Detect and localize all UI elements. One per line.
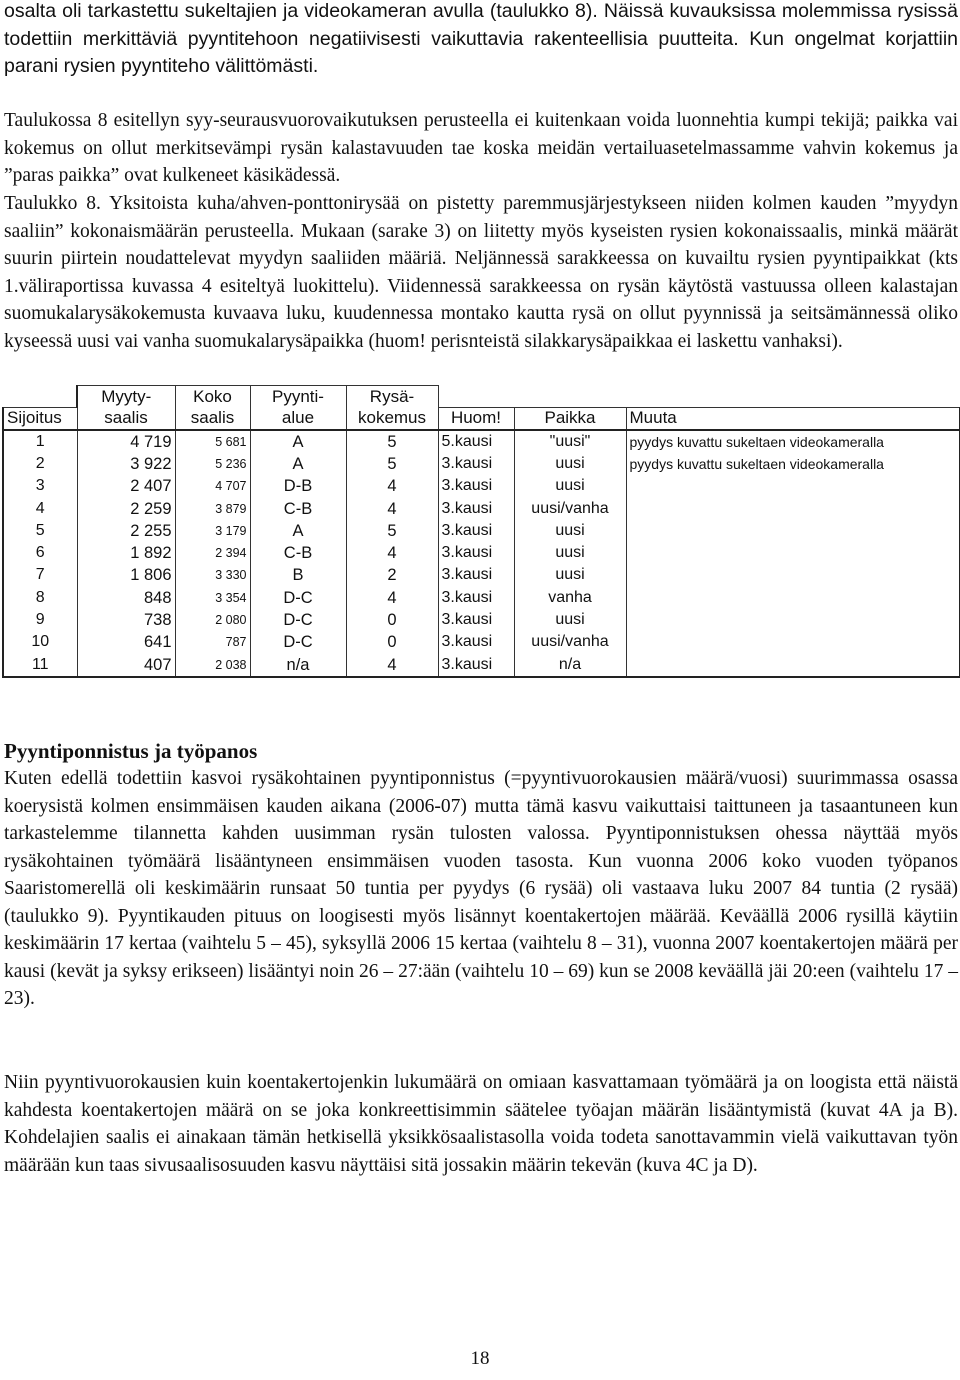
- table-caption: Taulukko 8. Yksitoista kuha/ahven-ponttonirysää on pistetty paremmusjärjestykseen niiden kolmen kauden ”myydyn saaliin” kokonaismäärän perusteella. Mukaan (sarake 3) on liitetty myös kyseisten rysien kokonaissaalis, minkä määrät suurin piirtein noudattelevat myydyn saaliiden määriä. Neljännessä sarakkeessa on kuvailtu rysien pyyntipaikkat (kts 1.väliraportissa kuvassa 4 esiteltyä luokittelu). Viidennessä sarakkeessa on rysän käytöstä vastuussa olleen kalastajan suomukalarysäkokemusta kuvaava luku, kuudennessa montako kautta rysä on ollut pyynnissä ja seitsämännessä oliko kyseessä uusi vai vanha suomukalarysäpaikka (huom! perisnteistä silakkarysäpaikkaa ei laskettu vanhaksi).: [4, 193, 958, 352]
- cell-myyty-saalis: 738: [77, 609, 175, 631]
- cell-rysakokemus: 4: [346, 653, 438, 676]
- cell-koko-saalis: 3 354: [175, 587, 250, 609]
- header-top-col4: Pyynti-: [250, 386, 346, 408]
- cell-rysakokemus: 2: [346, 564, 438, 586]
- section-heading: Pyyntiponnistus ja työpanos: [4, 739, 258, 763]
- cell-huom: 3.kausi: [438, 587, 514, 609]
- cell-paikka: uusi: [514, 564, 626, 586]
- cell-huom: 5.kausi: [438, 430, 514, 453]
- table-row: [3, 631, 960, 653]
- page-number: 18: [470, 1348, 490, 1369]
- cell-myyty-saalis: 2 255: [77, 520, 175, 542]
- header-top-col7: [514, 386, 626, 408]
- header-top-col1: [3, 386, 77, 408]
- cell-myyty-saalis: 1 806: [77, 564, 175, 586]
- cell-huom: 3.kausi: [438, 453, 514, 475]
- cell-rysakokemus: 4: [346, 542, 438, 564]
- cell-sijoitus: 1: [3, 430, 77, 453]
- table-row: [3, 653, 960, 676]
- cell-sijoitus: 5: [3, 520, 77, 542]
- cell-koko-saalis: 3 179: [175, 520, 250, 542]
- cell-paikka: uusi: [514, 609, 626, 631]
- cell-sijoitus: 8: [3, 587, 77, 609]
- cell-muuta: [626, 542, 960, 564]
- cell-koko-saalis: 2 080: [175, 609, 250, 631]
- cell-sijoitus: 11: [3, 653, 77, 676]
- cell-huom: 3.kausi: [438, 653, 514, 676]
- cell-rysakokemus: 0: [346, 609, 438, 631]
- cell-paikka: uusi: [514, 542, 626, 564]
- cell-rysakokemus: 4: [346, 475, 438, 497]
- cell-sijoitus: 3: [3, 475, 77, 497]
- table-row: [3, 453, 960, 475]
- cell-huom: 3.kausi: [438, 631, 514, 653]
- cell-paikka: "uusi": [514, 430, 626, 453]
- table-row: [3, 587, 960, 609]
- cell-muuta: pyydys kuvattu sukeltaen videokameralla: [626, 430, 960, 453]
- cell-koko-saalis: 4 707: [175, 475, 250, 497]
- cell-sijoitus: 2: [3, 453, 77, 475]
- cell-pyyntialue: n/a: [250, 653, 346, 676]
- table-row: [3, 609, 960, 631]
- cell-muuta: [626, 653, 960, 676]
- cell-muuta: [626, 631, 960, 653]
- cell-koko-saalis: 2 038: [175, 653, 250, 676]
- cell-huom: 3.kausi: [438, 609, 514, 631]
- cell-muuta: [626, 520, 960, 542]
- table-row: [3, 520, 960, 542]
- table-header-top: [3, 386, 960, 408]
- ranking-table: [2, 385, 960, 678]
- cell-muuta: [626, 475, 960, 497]
- cell-rysakokemus: 5: [346, 453, 438, 475]
- cell-muuta: [626, 497, 960, 519]
- cell-pyyntialue: A: [250, 520, 346, 542]
- cell-myyty-saalis: 1 892: [77, 542, 175, 564]
- header-rysakokemus: kokemus: [346, 407, 438, 430]
- cell-koko-saalis: 5 681: [175, 430, 250, 453]
- cell-huom: 3.kausi: [438, 497, 514, 519]
- cell-paikka: uusi: [514, 520, 626, 542]
- cell-koko-saalis: 2 394: [175, 542, 250, 564]
- header-koko-saalis: saalis: [175, 407, 250, 430]
- cell-paikka: uusi: [514, 453, 626, 475]
- body-paragraph-1: Taulukossa 8 esitellyn syy-seurausvuorovaikutuksen perusteella ei kuitenkaan voida luonnehtia kumpi tekijä; paikka vai kokemus on ollut merkitsevämpi rysän kalastavuuden tae koska meidän vertailuasetelmassamme vahvin kokemus ja ”paras paikka” ovat kulkeneet käsikädessä.: [4, 110, 958, 186]
- cell-paikka: n/a: [514, 653, 626, 676]
- cell-huom: 3.kausi: [438, 564, 514, 586]
- cell-myyty-saalis: 2 407: [77, 475, 175, 497]
- header-huom: Huom!: [438, 407, 514, 430]
- cell-sijoitus: 7: [3, 564, 77, 586]
- cell-rysakokemus: 4: [346, 497, 438, 519]
- cell-muuta: [626, 609, 960, 631]
- table-header-bottom: [3, 407, 960, 430]
- cell-pyyntialue: D-C: [250, 609, 346, 631]
- header-top-col8: [626, 386, 960, 408]
- cell-huom: 3.kausi: [438, 520, 514, 542]
- cell-pyyntialue: A: [250, 430, 346, 453]
- header-top-col2: Myyty-: [77, 386, 175, 408]
- cell-pyyntialue: D-B: [250, 475, 346, 497]
- table-row: [3, 430, 960, 453]
- cell-paikka: vanha: [514, 587, 626, 609]
- cell-myyty-saalis: 2 259: [77, 497, 175, 519]
- cell-koko-saalis: 5 236: [175, 453, 250, 475]
- table-row: [3, 475, 960, 497]
- cell-paikka: uusi/vanha: [514, 497, 626, 519]
- cell-pyyntialue: D-C: [250, 587, 346, 609]
- cell-pyyntialue: D-C: [250, 631, 346, 653]
- header-muuta: Muuta: [626, 407, 960, 430]
- table-row: [3, 497, 960, 519]
- body-paragraph-3: Niin pyyntivuorokausien kuin koentakertojenkin lukumäärä on omiaan kasvattamaan työmäärä ja on loogista että näistä kahdesta koentakertojen määrä on se joka konkreettisimmin säätelee työajan määrän lisääntymistä (kuvat 4A ja B). Kohdelajien saalis ei ainakaan tämän hetkisellä yksikkösaalistasolla voida todeta sanottavammin vielä vaikuttavan työn määrään kun taas sivusaalisosuuden kasvu näyttäisi sitä jossakin määrin tekevän (kuva 4C ja D).: [4, 1072, 958, 1176]
- cell-koko-saalis: 787: [175, 631, 250, 653]
- cell-rysakokemus: 5: [346, 520, 438, 542]
- header-sijoitus: Sijoitus: [3, 407, 77, 430]
- cell-myyty-saalis: 407: [77, 653, 175, 676]
- cell-myyty-saalis: 848: [77, 587, 175, 609]
- header-top-col6: [438, 386, 514, 408]
- cell-rysakokemus: 4: [346, 587, 438, 609]
- cell-koko-saalis: 3 330: [175, 564, 250, 586]
- cell-sijoitus: 4: [3, 497, 77, 519]
- cell-pyyntialue: B: [250, 564, 346, 586]
- cell-sijoitus: 10: [3, 631, 77, 653]
- cell-koko-saalis: 3 879: [175, 497, 250, 519]
- header-myyty-saalis: saalis: [77, 407, 175, 430]
- cell-rysakokemus: 0: [346, 631, 438, 653]
- cell-paikka: uusi: [514, 475, 626, 497]
- table-row: [3, 564, 960, 586]
- cell-muuta: [626, 587, 960, 609]
- cell-huom: 3.kausi: [438, 542, 514, 564]
- header-paikka: Paikka: [514, 407, 626, 430]
- body-paragraph-2: Kuten edellä todettiin kasvoi rysäkohtainen pyyntiponnistus (=pyyntivuorokausien määrä/vuosi) suurimmassa osassa koerysistä kolmen ensimmäisen kauden aikana (2006-07) mutta tämä kasvu vaikuttaisi taittuneen ja tasaantuneen kun tarkastelemme tilannetta kahden uusimman rysän tulosten valossa. Pyyntiponnistuksen ohessa näyttää myös rysäkohtainen työmäärä lisääntyneen ensimmäisen vuoden tasosta. Kun vuonna 2006 koko vuoden työpanos Saaristomerellä oli keskimäärin runsaat 50 tuntia per pyydys (6 rysää) oli vastaava luku 2007 84 tuntia (2 rysää) (taulukko 9). Pyyntikauden pituus on loogisesti myös lisännyt koentakertojen määrää. Keväällä 2006 rysillä käytiin keskimäärin 17 kertaa (vaihtelu 5 – 45), syksyllä 2006 15 kertaa (vaihtelu 8 – 31), vuonna 2007 koentakertojen määrä per kausi (kevät ja syksy erikseen) lisääntyi noin 26 – 27:ään (vaihtelu 10 – 69) kun se 2008 keväällä jäi 20:een (vaihtelu 17 – 23).: [4, 768, 958, 1009]
- cell-pyyntialue: A: [250, 453, 346, 475]
- cell-pyyntialue: C-B: [250, 542, 346, 564]
- cell-paikka: uusi/vanha: [514, 631, 626, 653]
- header-top-col5: Rysä-: [346, 386, 438, 408]
- cell-myyty-saalis: 641: [77, 631, 175, 653]
- cell-sijoitus: 6: [3, 542, 77, 564]
- cell-muuta: [626, 564, 960, 586]
- cell-myyty-saalis: 3 922: [77, 453, 175, 475]
- cell-rysakokemus: 5: [346, 430, 438, 453]
- cell-myyty-saalis: 4 719: [77, 430, 175, 453]
- cell-muuta: pyydys kuvattu sukeltaen videokameralla: [626, 453, 960, 475]
- cell-huom: 3.kausi: [438, 475, 514, 497]
- cell-sijoitus: 9: [3, 609, 77, 631]
- cell-pyyntialue: C-B: [250, 497, 346, 519]
- intro-paragraph: osalta oli tarkastettu sukeltajien ja videokameran avulla (taulukko 8). Näissä kuvauksissa molemmissa rysissä todettiin merkittäviä pyyntitehoon negatiivisesti vaikuttavia rakenteellisia puutteita. Kun ongelmat korjattiin parani rysien pyyntiteho välittömästi.: [4, 0, 958, 77]
- header-pyyntialue: alue: [250, 407, 346, 430]
- header-top-col3: Koko: [175, 386, 250, 408]
- table-row: [3, 542, 960, 564]
